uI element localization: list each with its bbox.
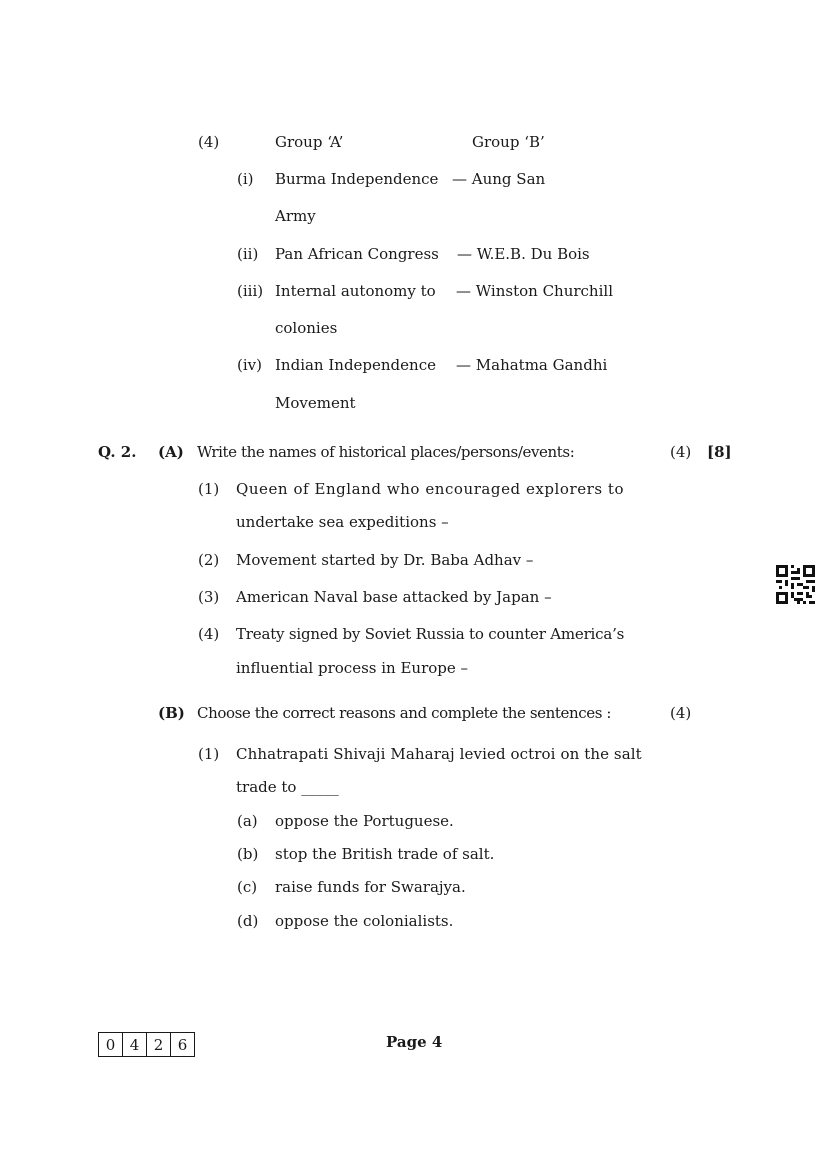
q2a-item-2-num: (2) [198, 551, 220, 569]
q2-label: Q. 2. [98, 443, 137, 461]
q2a-item-4-num: (4) [198, 625, 220, 643]
q2a-item-2-line1: Movement started by Dr. Baba Adhav – [236, 551, 534, 569]
q2a-item-4-line2: influential process in Europe – [236, 659, 469, 677]
match-row-1-a-cont: Army [275, 207, 316, 225]
option-c-text: raise funds for Swarajya. [275, 878, 466, 896]
q2a-label: (A) [158, 443, 184, 461]
q2a-item-4-line1: Treaty signed by Soviet Russia to counter America’s [236, 625, 625, 643]
match-row-3-a: Internal autonomy to [275, 282, 436, 300]
q2a-item-1-line1: Queen of England who encouraged explorers to [236, 480, 625, 498]
option-a-text: oppose the Portuguese. [275, 812, 454, 830]
code-digit: 0 [99, 1033, 123, 1056]
group-a-heading: Group ‘A’ [275, 133, 344, 151]
qr-code-icon [776, 565, 815, 604]
match-row-3-roman: (iii) [237, 282, 264, 300]
code-digit: 4 [123, 1033, 147, 1056]
match-row-4-a: Indian Independence [275, 356, 436, 374]
q2a-item-1-num: (1) [198, 480, 220, 498]
page-number: Page 4 [386, 1033, 443, 1051]
option-d-letter: (d) [237, 912, 259, 930]
option-d-text: oppose the colonialists. [275, 912, 454, 930]
q2b-item-1-line2: trade to _____ [236, 778, 339, 796]
match-row-4-a-cont: Movement [275, 394, 356, 412]
q1-part-number: (4) [198, 133, 220, 151]
match-row-4-b: — Mahatma Gandhi [456, 356, 608, 374]
q2a-item-3-line1: American Naval base attacked by Japan – [236, 588, 552, 606]
match-row-2-roman: (ii) [237, 245, 259, 263]
q2b-heading: Choose the correct reasons and complete the sentences : [197, 704, 612, 722]
q2a-heading: Write the names of historical places/persons/events: [197, 443, 575, 461]
match-row-4-roman: (iv) [237, 356, 262, 374]
option-b-letter: (b) [237, 845, 259, 863]
q2a-marks: (4) [670, 443, 692, 461]
match-row-1-a: Burma Independence [275, 170, 439, 188]
match-row-3-b: — Winston Churchill [456, 282, 613, 300]
q2a-item-3-num: (3) [198, 588, 220, 606]
code-digit: 2 [147, 1033, 171, 1056]
code-digit: 6 [177, 1035, 188, 1054]
match-row-3-a-cont: colonies [275, 319, 338, 337]
group-b-heading: Group ‘B’ [472, 133, 545, 151]
option-c-letter: (c) [237, 878, 258, 896]
q2b-marks: (4) [670, 704, 692, 722]
paper-code-box [98, 1032, 195, 1057]
match-row-2-a: Pan African Congress [275, 245, 439, 263]
match-row-1-roman: (i) [237, 170, 254, 188]
q2-total-marks: [8] [707, 443, 732, 461]
q2b-label: (B) [158, 704, 185, 722]
option-b-text: stop the British trade of salt. [275, 845, 495, 863]
q2a-item-1-line2: undertake sea expeditions – [236, 513, 449, 531]
q2b-item-1-line1: Chhatrapati Shivaji Maharaj levied octroi on the salt [236, 745, 642, 763]
q2b-item-1-num: (1) [198, 745, 220, 763]
match-row-2-b: — W.E.B. Du Bois [457, 245, 590, 263]
match-row-1-b: — Aung San [452, 170, 546, 188]
option-a-letter: (a) [237, 812, 258, 830]
